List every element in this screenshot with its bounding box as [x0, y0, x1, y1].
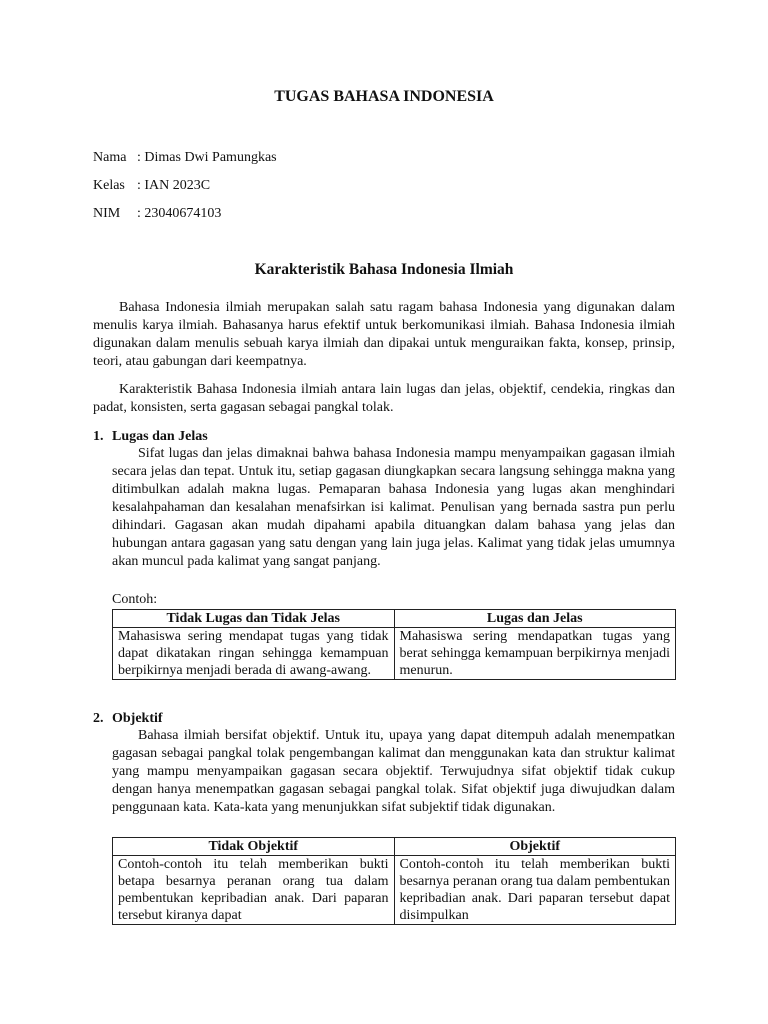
- identity-row-nim: [93, 205, 493, 223]
- identity-row-name: [93, 149, 493, 167]
- table-header-row: [113, 838, 676, 856]
- intro-paragraph: Karakteristik Bahasa Indonesia ilmiah antara lain lugas dan jelas, objektif, cendekia, ringkas dan padat, konsisten, serta gagasan sebagai pangkal tolak.: [93, 382, 675, 415]
- table-cell: Mahasiswa sering mendapat tugas yang tidak dapat dikatakan ringan sehingga kemampuan berpikirnya menjadi berada di awang-awang.: [113, 628, 395, 680]
- table-cell: Contoh-contoh itu telah memberikan bukti betapa besarnya peranan orang tua dalam pembentukan kepribadian anak. Dari paparan tersebut kiranya dapat: [113, 856, 395, 925]
- document-title: TUGAS BAHASA INDONESIA: [274, 88, 494, 105]
- table-row: [113, 856, 676, 925]
- table-row: [113, 628, 676, 680]
- section-heading: [93, 428, 208, 446]
- identity-value: : Dimas Dwi Pamungkas: [137, 150, 277, 165]
- section-number: 1.: [93, 429, 104, 444]
- section-heading-text: Objektif: [112, 711, 163, 726]
- section-subtitle: Karakteristik Bahasa Indonesia Ilmiah: [254, 261, 514, 278]
- section-paragraph: Bahasa ilmiah bersifat objektif. Untuk itu, upaya yang dapat ditempuh adalah menempatkan gagasan sebagai pangkal tolak pengembangan kalimat dan menggunakan kata dan struktur kalimat yang mampu menyampaikan gagasan secara objektif. Terwujudnya sifat objektif tidak cukup dengan hanya menempatkan gagasan sebagai pangkal tolak. Sifat objektif juga diwujudkan dalam penggunaan kata. Kata-kata yang menunjukkan sifat subjektif tidak digunakan.: [112, 728, 675, 815]
- example-label: Contoh:: [112, 592, 158, 607]
- comparison-table: [112, 837, 676, 925]
- table-cell: Mahasiswa sering mendapatkan tugas yang berat sehingga kemampuan berpikirnya menjadi menurun.: [394, 628, 676, 680]
- identity-value: : 23040674103: [137, 206, 222, 221]
- identity-row-class: [93, 177, 493, 195]
- section-number: 2.: [93, 711, 104, 726]
- section-heading-text: Lugas dan Jelas: [112, 429, 208, 444]
- identity-label: Nama: [93, 150, 127, 165]
- section-heading: [93, 710, 163, 728]
- identity-value: : IAN 2023C: [137, 178, 211, 193]
- intro-paragraph: Bahasa Indonesia ilmiah merupakan salah satu ragam bahasa Indonesia yang digunakan dalam menulis karya ilmiah. Bahasanya harus efektif untuk berkomunikasi ilmiah. Bahasa Indonesia ilmiah digunakan dalam menulis sebuah karya ilmiah dan dipakai untuk menguraikan fakta, konsep, prinsip, teori, atau gabungan dari keempatnya.: [93, 300, 675, 369]
- identity-label: NIM: [93, 206, 121, 221]
- section-paragraph: Sifat lugas dan jelas dimaknai bahwa bahasa Indonesia mampu menyampaikan gagasan ilmiah secara jelas dan tepat. Untuk itu, setiap gagasan diungkapkan secara langsung sehingga makna yang ditimbulkan adalah makna lugas. Pemaparan bahasa Indonesia yang lugas akan menghindari kesalahpahaman dan kesalahan menafsirkan isi kalimat. Penulisan yang bernada sastra pun perlu dihindari. Gagasan akan mudah dipahami apabila dituangkan dalam bahasa yang jelas dan hubungan antara gagasan yang satu dengan yang lain juga jelas. Kalimat yang tidak jelas umumnya akan muncul pada kalimat yang sangat panjang.: [112, 446, 675, 569]
- table-header-row: [113, 610, 676, 628]
- table-header: Tidak Lugas dan Tidak Jelas: [113, 610, 395, 628]
- table-header: Objektif: [394, 838, 676, 856]
- comparison-table: [112, 609, 676, 680]
- identity-label: Kelas: [93, 178, 125, 193]
- table-header: Tidak Objektif: [113, 838, 395, 856]
- table-cell: Contoh-contoh itu telah memberikan bukti besarnya peranan orang tua dalam pembentukan kepribadian anak. Dari paparan tersebut dapat disimpulkan: [394, 856, 676, 925]
- table-header: Lugas dan Jelas: [394, 610, 676, 628]
